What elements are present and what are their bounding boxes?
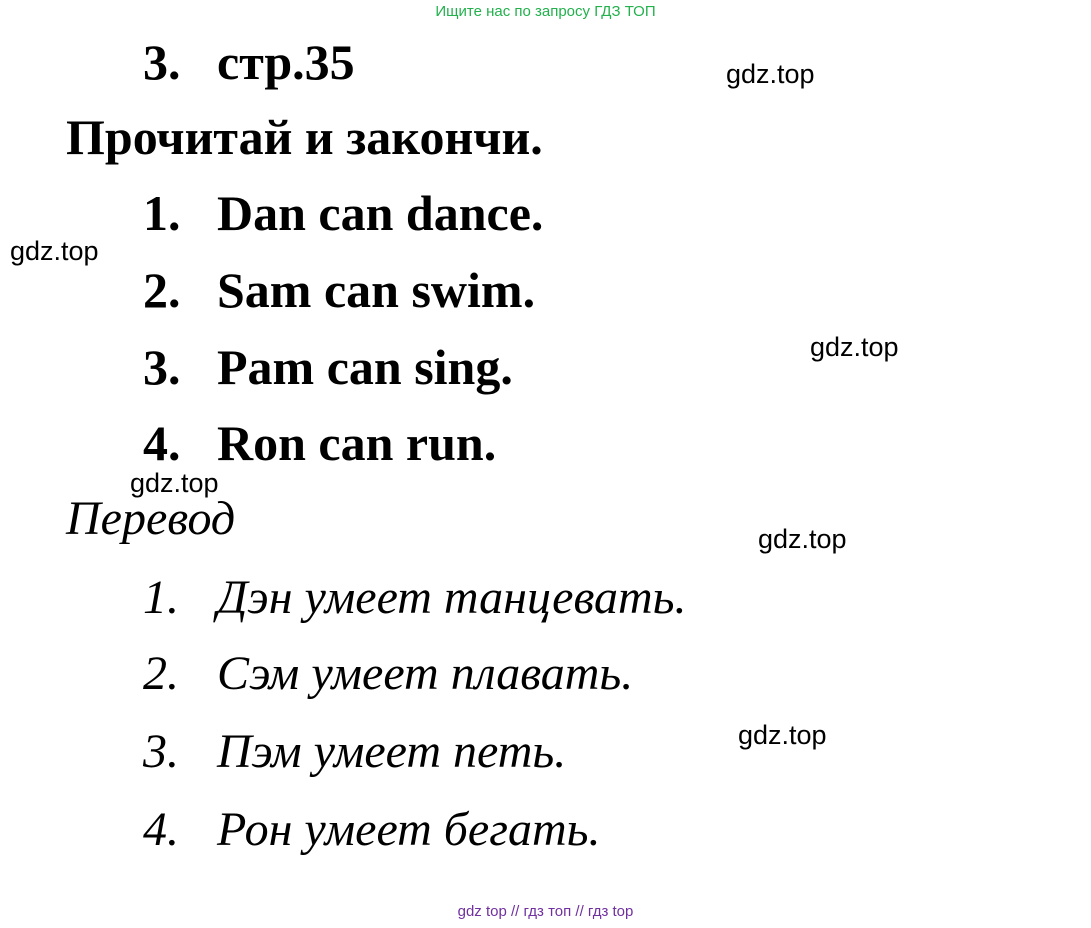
sentence-number: 2. xyxy=(143,262,181,318)
translation-text: Рон умеет бегать. xyxy=(217,803,601,856)
translation-title: Перевод xyxy=(66,492,236,545)
translation-item xyxy=(143,647,634,700)
exercise-page: стр.35 xyxy=(217,34,355,90)
watermark: gdz.top xyxy=(738,720,827,750)
translation-number: 4. xyxy=(143,803,179,856)
sentence-item xyxy=(143,415,497,471)
sentence-item xyxy=(143,339,513,395)
translation-text: Пэм умеет петь. xyxy=(217,725,567,778)
translation-text: Сэм умеет плавать. xyxy=(217,647,634,700)
bottom-banner: gdz top // гдз топ // гдз top xyxy=(457,903,634,920)
instruction-text: Прочитай и закончи. xyxy=(66,109,543,165)
sentence-text: Sam can swim. xyxy=(217,262,536,318)
translation-item xyxy=(143,803,601,856)
watermark: gdz.top xyxy=(810,332,899,362)
sentence-text: Pam can sing. xyxy=(217,339,513,395)
watermark: gdz.top xyxy=(726,59,815,89)
watermark: gdz.top xyxy=(10,236,99,266)
sentence-number: 3. xyxy=(143,339,181,395)
sentence-number: 1. xyxy=(143,185,181,241)
translation-number: 2. xyxy=(143,647,179,700)
translation-item xyxy=(143,571,687,624)
exercise-heading xyxy=(143,34,355,90)
translation-item xyxy=(143,725,567,778)
translation-number: 1. xyxy=(143,571,179,624)
sentence-item xyxy=(143,185,544,241)
top-banner: Ищите нас по запросу ГДЗ ТОП xyxy=(435,3,656,20)
sentence-text: Dan can dance. xyxy=(217,185,544,241)
watermark: gdz.top xyxy=(130,468,219,498)
exercise-number: 3. xyxy=(143,34,181,90)
watermark: gdz.top xyxy=(758,524,847,554)
sentence-item xyxy=(143,262,536,318)
sentence-text: Ron can run. xyxy=(217,415,497,471)
translation-text: Дэн умеет танцевать. xyxy=(217,571,687,624)
translation-number: 3. xyxy=(143,725,179,778)
sentence-number: 4. xyxy=(143,415,181,471)
